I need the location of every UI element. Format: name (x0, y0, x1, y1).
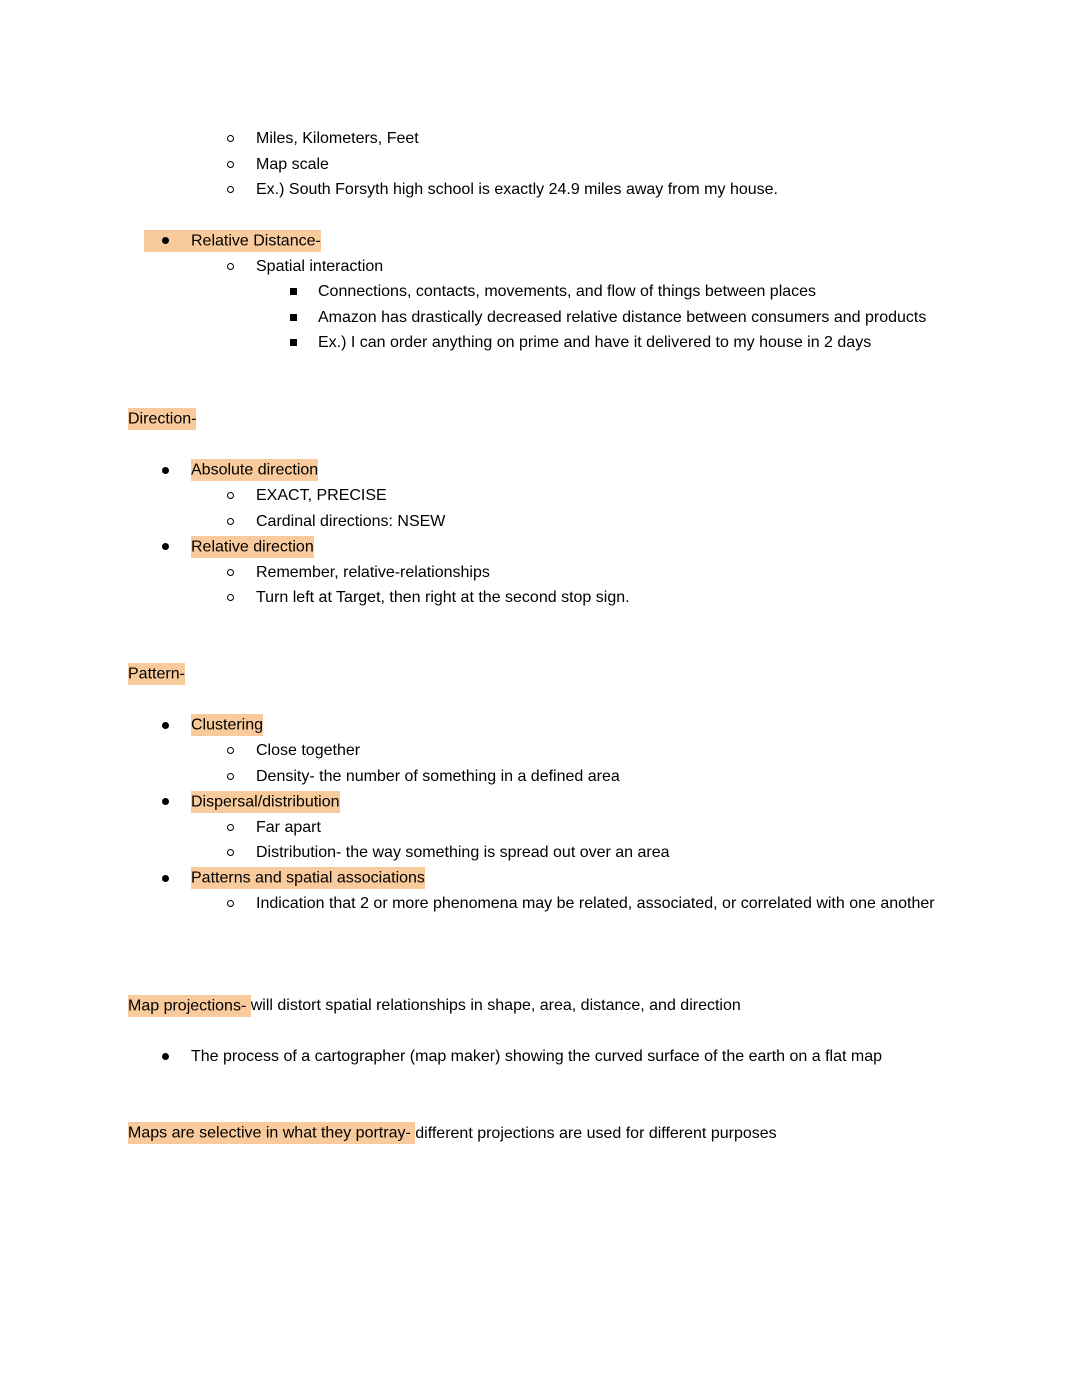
list-item-text: Density- the number of something in a defined area (256, 767, 620, 785)
list-item-text: Cardinal directions: NSEW (256, 512, 446, 530)
text-run: will distort spatial relationships in shape, area, distance, and direction (250, 997, 741, 1014)
bullet-disc-icon (162, 798, 169, 805)
bullet-circle-icon (227, 849, 234, 856)
list-item-level-2 (128, 560, 947, 586)
blank-line (128, 432, 947, 458)
list-item-text: The process of a cartographer (map maker) showing the curved surface of the earth on a flat map (191, 1048, 883, 1065)
bullet-circle-icon (227, 135, 234, 142)
bullet-circle-icon (227, 263, 234, 270)
list-item-text: Ex.) I can order anything on prime and have it delivered to my house in 2 days (318, 334, 872, 351)
highlighted-list-item-text: Patterns and spatial associations (191, 867, 425, 889)
list-item-level-1 (128, 789, 947, 815)
list-item-level-2 (128, 483, 947, 509)
list-item-text: Remember, relative-relationships (256, 563, 490, 581)
list-item-level-1 (128, 458, 947, 484)
list-item-text: Miles, Kilometers, Feet (256, 130, 419, 147)
list-item-level-2 (128, 891, 947, 917)
list-item-level-1 (128, 713, 947, 739)
list-item-level-2 (128, 738, 947, 764)
blank-line (128, 1019, 947, 1045)
blank-line (128, 356, 947, 407)
bullet-circle-icon (227, 518, 234, 525)
list-item-level-2 (128, 254, 947, 280)
blank-line (128, 611, 947, 662)
list-item-text: Map scale (256, 155, 329, 173)
list-item-level-2 (128, 840, 947, 866)
bullet-circle-icon (227, 186, 234, 193)
bullet-circle-icon (227, 747, 234, 754)
highlighted-text: Pattern- (128, 663, 185, 685)
blank-line (128, 1070, 947, 1121)
list-item-text: Close together (256, 742, 361, 759)
bullet-circle-icon (227, 824, 234, 831)
list-item-text: Turn left at Target, then right at the second stop sign. (256, 589, 630, 606)
list-item-text: Ex.) South Forsyth high school is exactly 24.9 miles away from my house. (256, 181, 778, 198)
list-item-text: Connections, contacts, movements, and flow of things between places (318, 283, 817, 300)
list-item-level-1 (128, 1044, 947, 1070)
highlighted-text: Map projections- (128, 995, 251, 1017)
document-body (128, 126, 947, 1146)
blank-line (128, 687, 947, 713)
list-item-level-3 (128, 305, 947, 331)
bullet-circle-icon (227, 569, 234, 576)
list-item-level-1 (128, 866, 947, 892)
highlighted-text: Maps are selective in what they portray- (128, 1122, 415, 1144)
paragraph (128, 993, 947, 1019)
bullet-circle-icon (227, 161, 234, 168)
list-item-text: Distribution- the way something is spread out over an area (256, 844, 670, 861)
bullet-circle-icon (227, 900, 234, 907)
bullet-square-icon (290, 314, 297, 321)
paragraph (128, 662, 947, 688)
bullet-disc-icon (162, 1053, 169, 1060)
highlighted-list-item-text: Relative Distance- (144, 230, 321, 252)
bullet-square-icon (290, 288, 297, 295)
list-item-level-2 (128, 126, 947, 152)
bullet-circle-icon (227, 594, 234, 601)
list-item-level-2 (128, 509, 947, 535)
highlighted-list-item-text: Clustering (191, 714, 263, 736)
bullet-disc-icon (162, 875, 169, 882)
blank-line (128, 917, 947, 994)
list-item-level-2 (128, 585, 947, 611)
bullet-disc-icon (162, 237, 169, 244)
bullet-disc-icon (162, 467, 169, 474)
list-item-text: Spatial interaction (256, 257, 384, 275)
highlighted-list-item-text: Dispersal/distribution (191, 791, 340, 813)
list-item-level-3 (128, 279, 947, 305)
bullet-disc-icon (162, 543, 169, 550)
list-item-level-2 (128, 815, 947, 841)
bullet-circle-icon (227, 492, 234, 499)
bullet-circle-icon (227, 773, 234, 780)
list-item-level-1 (128, 228, 947, 254)
blank-line (128, 203, 947, 229)
list-item-level-2 (128, 152, 947, 178)
list-item-text: EXACT, PRECISE (256, 487, 387, 504)
bullet-disc-icon (162, 722, 169, 729)
highlighted-list-item-text: Absolute direction (191, 459, 318, 481)
paragraph (128, 407, 947, 433)
highlighted-text: Direction- (128, 408, 196, 430)
highlighted-list-item-text: Relative direction (191, 536, 314, 558)
list-item-text: Indication that 2 or more phenomena may be related, associated, or correlated with one another (256, 895, 935, 912)
list-item-level-2 (128, 764, 947, 790)
list-item-level-2 (128, 177, 947, 203)
list-item-text: Far apart (256, 818, 321, 836)
paragraph (128, 1121, 947, 1147)
text-run: different projections are used for different purposes (415, 1124, 777, 1142)
list-item-level-1 (128, 534, 947, 560)
bullet-square-icon (290, 339, 297, 346)
list-item-text: Amazon has drastically decreased relative distance between consumers and products (318, 308, 927, 326)
list-item-level-3 (128, 330, 947, 356)
